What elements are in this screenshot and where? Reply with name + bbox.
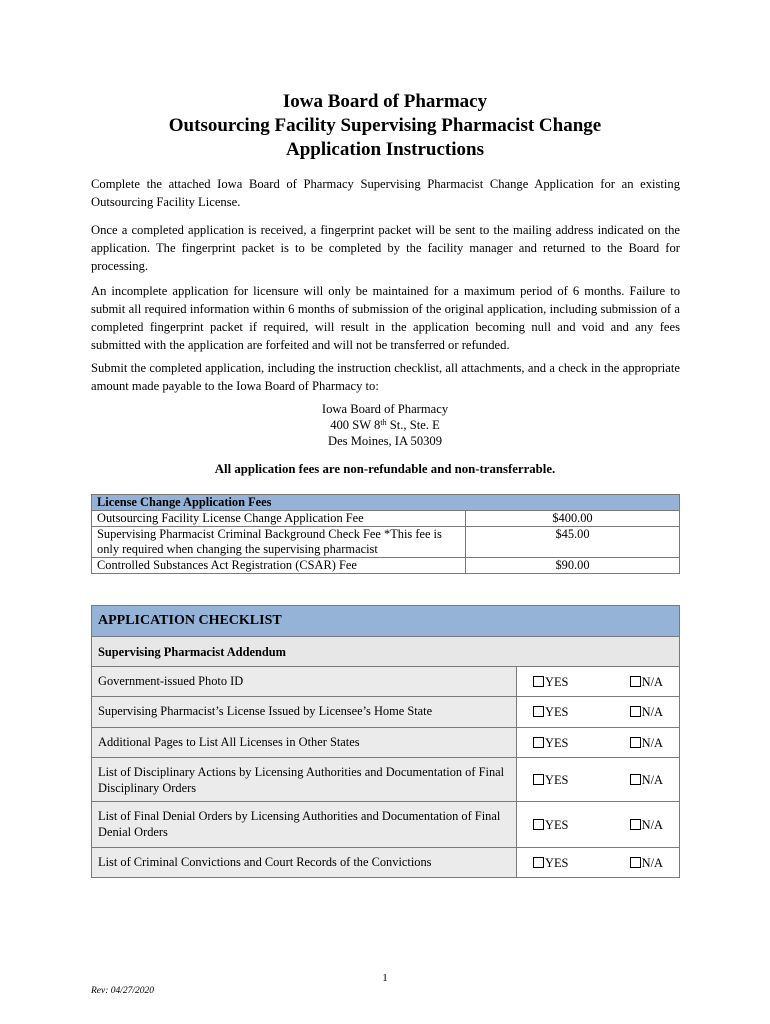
na-checkbox[interactable] bbox=[630, 706, 641, 717]
yes-checkbox[interactable] bbox=[533, 676, 544, 687]
yes-label: YES bbox=[545, 705, 569, 719]
paragraph-submit: Submit the completed application, including the instruction checklist, all attachments, and a check in the appropriate amount made payable to the Iowa Board of Pharmacy to: bbox=[91, 361, 680, 393]
address-street-rest: St., Ste. E bbox=[386, 418, 440, 432]
na-label: N/A bbox=[641, 772, 663, 787]
na-option[interactable] bbox=[607, 848, 680, 878]
yes-checkbox[interactable] bbox=[533, 737, 544, 748]
checklist-item-row bbox=[92, 848, 680, 878]
paragraph-fingerprint: Once a completed application is received, a fingerprint packet will be sent to the mailing address indicated on the application. The fingerprint packet is to be completed by the facility manager and returned to the Board for processing. bbox=[91, 223, 680, 273]
yes-option[interactable] bbox=[517, 848, 608, 878]
checklist-title-row bbox=[92, 606, 680, 637]
fee-amount: $90.00 bbox=[466, 558, 680, 574]
paragraph-incomplete: An incomplete application for licensure will only be maintained for a maximum period of 6 months. Failure to submit all required information within 6 months of submission of the original application, including submission of a completed fingerprint packet if required, will result in the application becoming null and void and any fees submitted with the application are forfeited and will not be transferred or refunded. bbox=[91, 284, 680, 352]
fee-row bbox=[92, 527, 680, 558]
na-option[interactable] bbox=[607, 802, 680, 848]
na-checkbox[interactable] bbox=[630, 819, 641, 830]
na-checkbox[interactable] bbox=[630, 774, 641, 785]
na-label: N/A bbox=[641, 705, 663, 719]
address-line2 bbox=[0, 417, 770, 433]
na-option[interactable] bbox=[607, 758, 680, 802]
address-street-number: 400 SW 8 bbox=[330, 418, 381, 432]
fee-label: Controlled Substances Act Registration (CSAR) Fee bbox=[92, 558, 466, 574]
fee-amount: $400.00 bbox=[466, 511, 680, 527]
fee-amount: $45.00 bbox=[466, 527, 680, 558]
yes-option[interactable] bbox=[517, 728, 608, 758]
checklist-item-label: Additional Pages to List All Licenses in Other States bbox=[92, 728, 517, 758]
fee-table bbox=[91, 494, 680, 574]
yes-checkbox[interactable] bbox=[533, 857, 544, 868]
revision-date: Rev: 04/27/2020 bbox=[91, 986, 155, 996]
fee-label: Outsourcing Facility License Change Application Fee bbox=[92, 511, 466, 527]
address-line1: Iowa Board of Pharmacy bbox=[321, 402, 449, 416]
yes-checkbox[interactable] bbox=[533, 774, 544, 785]
checklist-item-row bbox=[92, 728, 680, 758]
checklist-item-label: Government-issued Photo ID bbox=[92, 667, 517, 697]
header-title-line1: Iowa Board of Pharmacy bbox=[282, 91, 488, 112]
checklist-subtitle: Supervising Pharmacist Addendum bbox=[92, 637, 680, 667]
paragraph-intro: Complete the attached Iowa Board of Pharmacy Supervising Pharmacist Change Application for an existing Outsourcing Facility License. bbox=[91, 177, 680, 209]
na-label: N/A bbox=[641, 817, 663, 832]
fee-row bbox=[92, 511, 680, 527]
page-number: 1 bbox=[382, 972, 388, 984]
checklist-item-row bbox=[92, 697, 680, 728]
address-line3: Des Moines, IA 50309 bbox=[327, 434, 443, 448]
yes-option[interactable] bbox=[517, 697, 608, 728]
checklist-item-row bbox=[92, 758, 680, 802]
checklist-item-row bbox=[92, 802, 680, 848]
na-checkbox[interactable] bbox=[630, 676, 641, 687]
fee-table-header-row bbox=[92, 495, 680, 511]
checklist-subtitle-row bbox=[92, 637, 680, 667]
yes-label: YES bbox=[545, 855, 569, 870]
yes-option[interactable] bbox=[517, 758, 608, 802]
na-label: N/A bbox=[641, 735, 663, 750]
checklist-item-row bbox=[92, 667, 680, 697]
yes-option[interactable] bbox=[517, 802, 608, 848]
yes-checkbox[interactable] bbox=[533, 819, 544, 830]
checklist-item-label: List of Disciplinary Actions by Licensing Authorities and Documentation of Final Disciplinary Orders bbox=[92, 758, 517, 802]
fee-label: Supervising Pharmacist Criminal Background Check Fee *This fee is only required when changing the supervising pharmacist bbox=[92, 527, 466, 558]
yes-label: YES bbox=[545, 674, 569, 689]
na-checkbox[interactable] bbox=[630, 857, 641, 868]
fee-row bbox=[92, 558, 680, 574]
na-checkbox[interactable] bbox=[630, 737, 641, 748]
header-title-line3: Application Instructions bbox=[286, 139, 484, 160]
yes-label: YES bbox=[545, 735, 569, 750]
na-label: N/A bbox=[641, 674, 663, 689]
address-ordinal: th bbox=[380, 418, 387, 427]
checklist-title: APPLICATION CHECKLIST bbox=[92, 606, 680, 637]
na-option[interactable] bbox=[607, 697, 680, 728]
fees-notice: All application fees are non-refundable and non-transferrable. bbox=[214, 462, 556, 476]
checklist-item-label: List of Criminal Convictions and Court Records of the Convictions bbox=[92, 848, 517, 878]
yes-label: YES bbox=[545, 772, 569, 787]
yes-option[interactable] bbox=[517, 667, 608, 697]
na-option[interactable] bbox=[607, 667, 680, 697]
checklist-item-label: List of Final Denial Orders by Licensing Authorities and Documentation of Final Denial Orders bbox=[92, 802, 517, 848]
header-title-line2: Outsourcing Facility Supervising Pharmacist Change bbox=[168, 115, 602, 136]
na-label: N/A bbox=[641, 855, 663, 870]
fee-table-header: License Change Application Fees bbox=[92, 495, 680, 511]
checklist-item-label: Supervising Pharmacist’s License Issued by Licensee’s Home State bbox=[92, 697, 517, 728]
yes-checkbox[interactable] bbox=[533, 706, 544, 717]
yes-label: YES bbox=[545, 817, 569, 832]
application-checklist-table bbox=[91, 605, 680, 878]
na-option[interactable] bbox=[607, 728, 680, 758]
